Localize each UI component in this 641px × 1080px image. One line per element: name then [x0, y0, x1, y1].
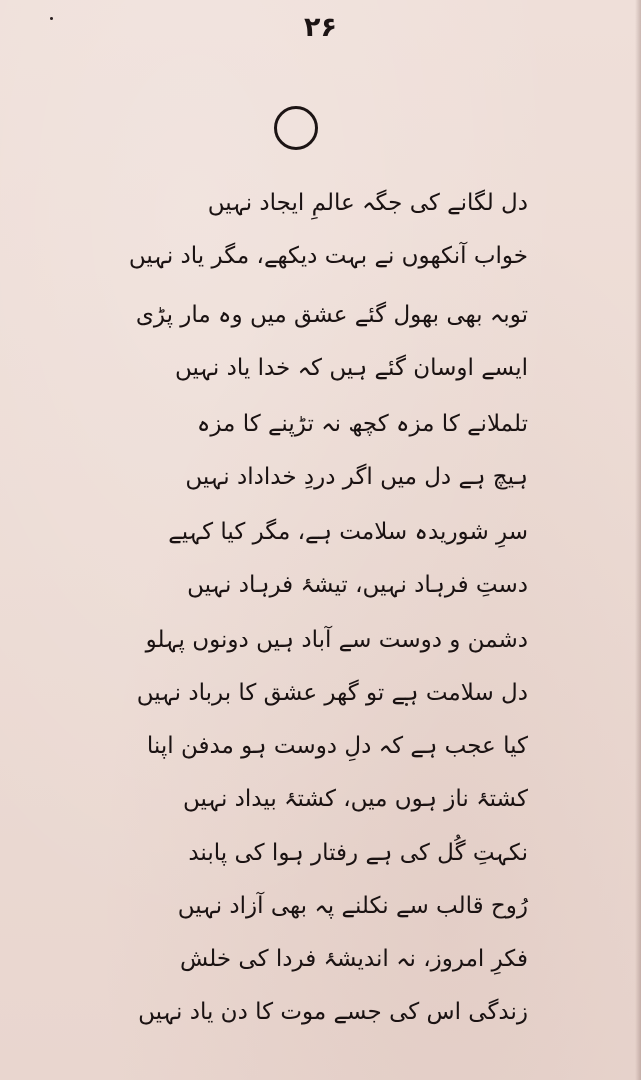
verse-line: دستِ فرہاد نہیں، تیشۂ فرہاد نہیں	[187, 572, 528, 598]
verse-line: توبہ بھی بھول گئے عشق میں وہ مار پڑی	[135, 302, 528, 328]
verse-line: تلملانے کا مزہ کچھ نہ تڑپنے کا مزہ	[196, 411, 528, 437]
verse-line: ہیچ ہے دل میں اگر دردِ خداداد نہیں	[185, 464, 528, 490]
verse-line: سرِ شوریدہ سلامت ہے، مگر کیا کہیے	[168, 519, 528, 545]
verse-line: ایسے اوسان گئے ہیں کہ خدا یاد نہیں	[174, 355, 528, 381]
verse-line: فکرِ امروز، نہ اندیشۂ فردا کی خلش	[179, 946, 528, 972]
verse-line: دل لگانے کی جگہ عالمِ ایجاد نہیں	[207, 190, 528, 216]
circle-ornament-icon	[274, 106, 318, 150]
verse-line: خواب آنکھوں نے بہت دیکھے، مگر یاد نہیں	[128, 243, 528, 269]
ink-speck	[50, 17, 53, 20]
verse-line: کشتۂ ناز ہوں میں، کشتۂ بیداد نہیں	[183, 786, 528, 812]
verse-line: رُوح قالب سے نکلنے پہ بھی آزاد نہیں	[177, 893, 528, 919]
verse-line: کیا عجب ہے کہ دلِ دوست ہو مدفن اپنا	[146, 733, 528, 759]
verse-line: دشمن و دوست سے آباد ہیں دونوں پہلو	[145, 627, 528, 653]
verse-line: زندگی اس کی جسے موت کا دن یاد نہیں	[138, 999, 528, 1025]
page-number: ۲۶	[304, 12, 337, 43]
verse-line: دل سلامت ہے تو گھر عشق کا برباد نہیں	[136, 680, 528, 706]
verse-line: نکہتِ گُل کی ہے رفتار ہوا کی پابند	[188, 840, 528, 866]
